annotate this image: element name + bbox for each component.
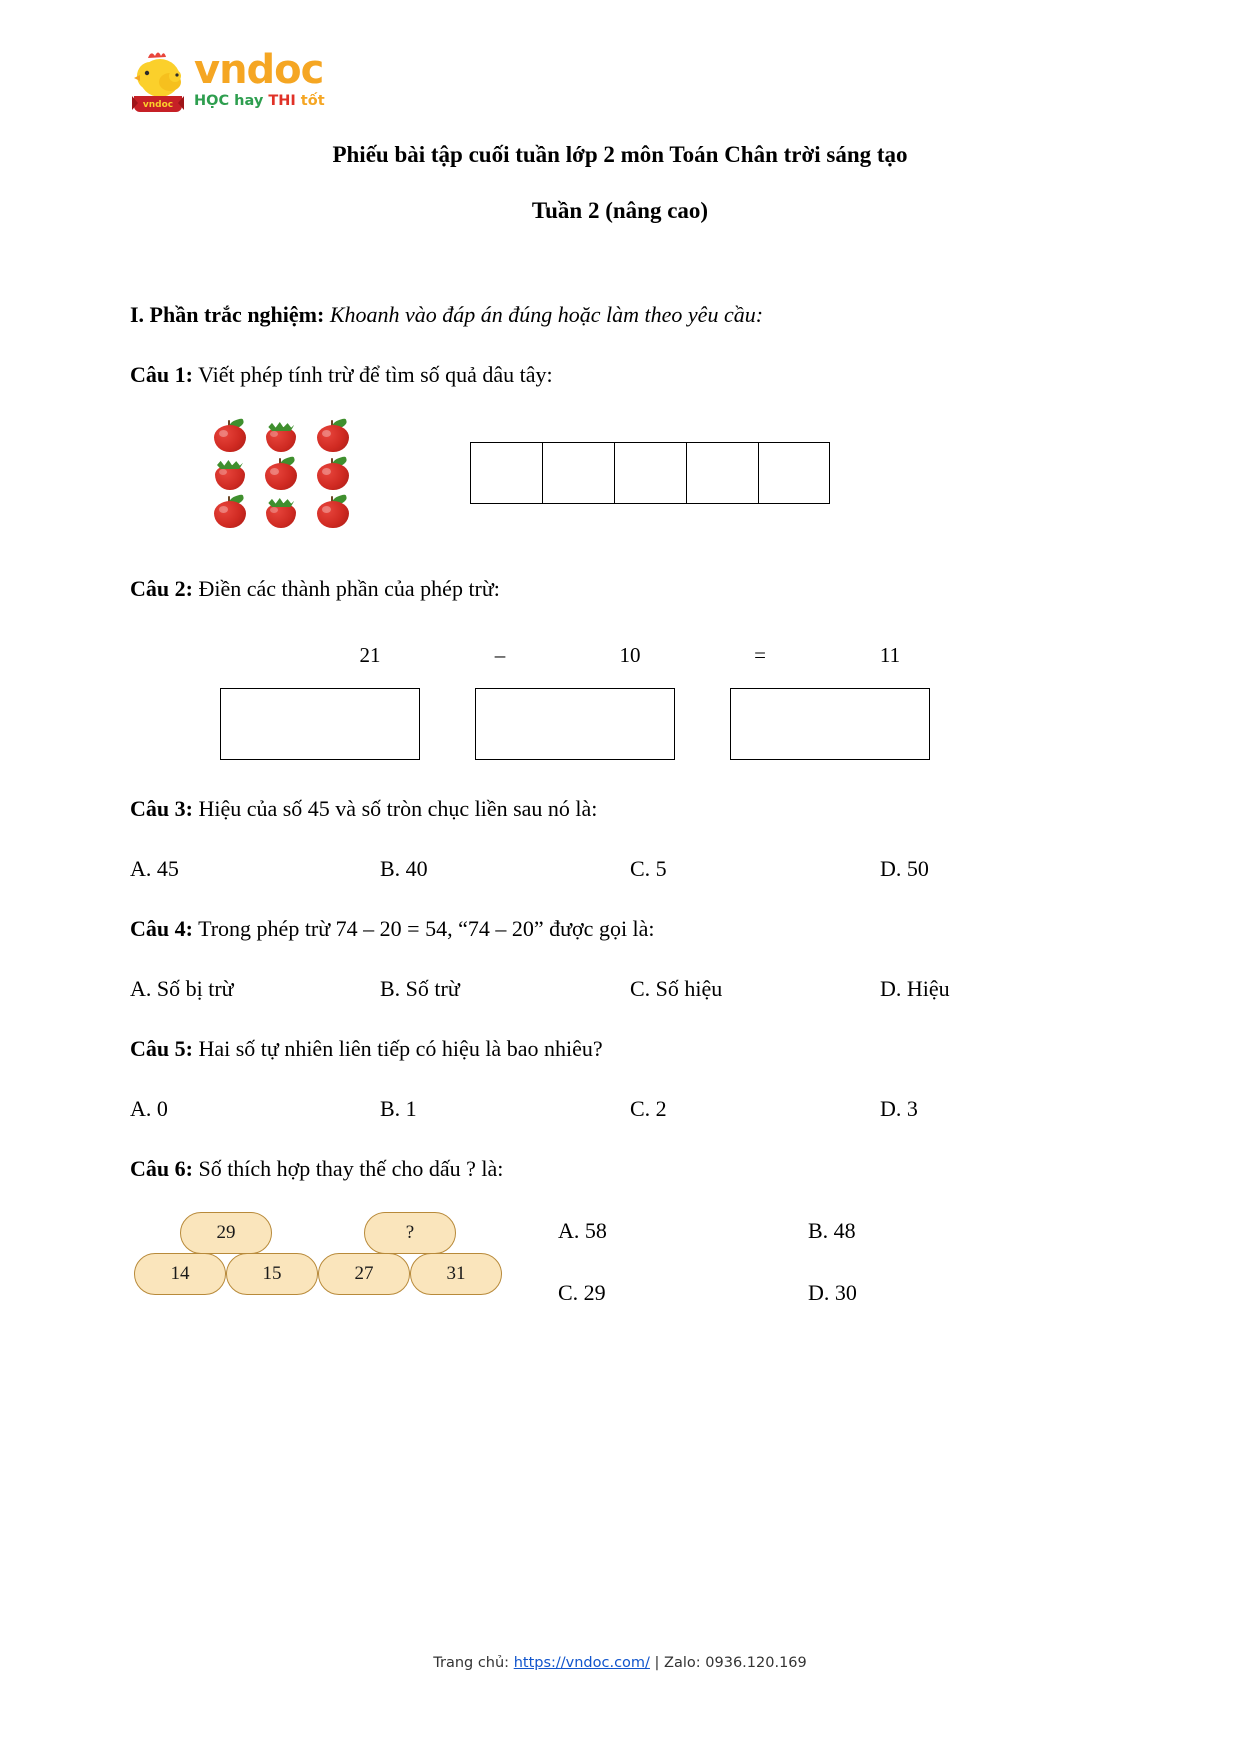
logo-tagline	[194, 92, 325, 110]
answer-cell[interactable]	[470, 442, 542, 504]
question-1-line	[130, 360, 970, 390]
logo-wordmark: vndoc	[194, 47, 324, 93]
answer-cell[interactable]	[686, 442, 758, 504]
answer-cell[interactable]	[542, 442, 614, 504]
option-d[interactable]: D. Hiệu	[880, 976, 950, 1001]
question-6-options-row-1	[558, 1216, 1058, 1246]
footer-suffix: | Zalo: 0936.120.169	[649, 1655, 807, 1671]
site-logo	[128, 46, 325, 112]
number-pyramid-diagram	[130, 1212, 490, 1304]
question-1-answer-boxes	[470, 442, 830, 504]
tagline-part-1: HỌC hay	[194, 93, 269, 109]
page-subtitle: Tuần 2 (nâng cao)	[531, 198, 709, 223]
question-1-figure	[130, 418, 970, 528]
option-a[interactable]: A. Số bị trừ	[130, 976, 234, 1001]
question-4-text: Trong phép trừ 74 – 20 = 54, “74 – 20” được gọi là:	[198, 916, 655, 941]
question-1-text: Viết phép tính trừ để tìm số quả dâu tây:	[198, 362, 553, 387]
question-2-number: Câu 2:	[130, 576, 193, 601]
worksheet-content	[130, 300, 970, 1308]
question-5-options	[130, 1094, 970, 1124]
question-4-number: Câu 4:	[130, 916, 193, 941]
svg-text:vndoc: vndoc	[142, 100, 174, 110]
page-footer	[0, 1655, 1240, 1671]
section-heading	[130, 300, 970, 330]
page-title: Phiếu bài tập cuối tuần lớp 2 môn Toán Chân trời sáng tạo	[332, 142, 908, 167]
question-3-number: Câu 3:	[130, 796, 193, 821]
equation-equals-sign: =	[754, 643, 766, 667]
option-c[interactable]: C. 5	[630, 856, 667, 881]
option-b[interactable]: B. 48	[808, 1218, 856, 1243]
option-d[interactable]: D. 3	[880, 1096, 918, 1121]
footer-link[interactable]: https://vndoc.com/	[513, 1655, 650, 1671]
tagline-part-3: tốt	[300, 93, 325, 109]
tagline-part-2: THI	[268, 93, 301, 109]
option-a[interactable]: A. 58	[558, 1218, 607, 1243]
pyramid-left-bottom-left: 14	[134, 1253, 226, 1295]
option-b[interactable]: B. 1	[380, 1096, 417, 1121]
question-5-text: Hai số tự nhiên liên tiếp có hiệu là bao nhiêu?	[198, 1036, 603, 1061]
pyramid-left-top: 29	[180, 1212, 272, 1254]
fruit-grid	[208, 418, 360, 528]
question-3-options	[130, 854, 970, 884]
apple-icon	[311, 418, 355, 452]
answer-cell[interactable]	[614, 442, 686, 504]
apple-icon	[259, 456, 303, 490]
question-4-line	[130, 914, 970, 944]
question-6-number: Câu 6:	[130, 1156, 193, 1181]
equation-difference: 11	[879, 643, 901, 667]
answer-box[interactable]	[730, 688, 930, 760]
logo-text	[194, 46, 325, 110]
question-2-text: Điền các thành phần của phép trừ:	[198, 576, 500, 601]
section-instruction: Khoanh vào đáp án đúng hoặc làm theo yêu cầu:	[329, 302, 764, 327]
option-d[interactable]: D. 50	[880, 856, 929, 881]
equation-minuend: 21	[359, 643, 381, 667]
question-6-options	[558, 1212, 1058, 1308]
pyramid-right-bottom-right: 31	[410, 1253, 502, 1295]
pyramid-left-bottom-right: 15	[226, 1253, 318, 1295]
option-b[interactable]: B. Số trừ	[380, 976, 460, 1001]
question-6-block	[130, 1212, 970, 1308]
question-5-number: Câu 5:	[130, 1036, 193, 1061]
option-a[interactable]: A. 0	[130, 1096, 168, 1121]
question-2-line	[130, 574, 970, 604]
question-1-number: Câu 1:	[130, 362, 193, 387]
option-d[interactable]: D. 30	[808, 1280, 857, 1305]
pyramid-right-bottom-left: 27	[318, 1253, 410, 1295]
apple-icon	[311, 494, 355, 528]
section-label: I. Phần trắc nghiệm:	[130, 302, 325, 327]
apple-icon	[311, 456, 355, 490]
pyramid-right-top: ?	[364, 1212, 456, 1254]
option-a[interactable]: A. 45	[130, 856, 179, 881]
equation-subtrahend: 10	[619, 643, 641, 667]
question-3-line	[130, 794, 970, 824]
answer-box[interactable]	[220, 688, 420, 760]
answer-cell[interactable]	[758, 442, 830, 504]
question-3-text: Hiệu của số 45 và số tròn chục liền sau nó là:	[198, 796, 598, 821]
apple-icon	[208, 494, 252, 528]
question-6-options-row-2	[558, 1278, 1058, 1308]
question-6-line	[130, 1154, 970, 1184]
strawberry-icon	[208, 456, 252, 490]
question-2-equation	[130, 640, 970, 670]
apple-icon	[208, 418, 252, 452]
option-c[interactable]: C. 2	[630, 1096, 667, 1121]
chicken-logo-icon	[128, 46, 188, 112]
question-2-answer-boxes	[130, 688, 970, 760]
question-4-options	[130, 974, 970, 1004]
option-c[interactable]: C. Số hiệu	[630, 976, 723, 1001]
strawberry-icon	[259, 418, 303, 452]
option-c[interactable]: C. 29	[558, 1280, 606, 1305]
option-b[interactable]: B. 40	[380, 856, 428, 881]
footer-prefix: Trang chủ:	[433, 1655, 514, 1671]
strawberry-icon	[259, 494, 303, 528]
question-6-text: Số thích hợp thay thế cho dấu ? là:	[198, 1156, 504, 1181]
question-5-line	[130, 1034, 970, 1064]
equation-minus-sign: –	[494, 643, 506, 667]
answer-box[interactable]	[475, 688, 675, 760]
